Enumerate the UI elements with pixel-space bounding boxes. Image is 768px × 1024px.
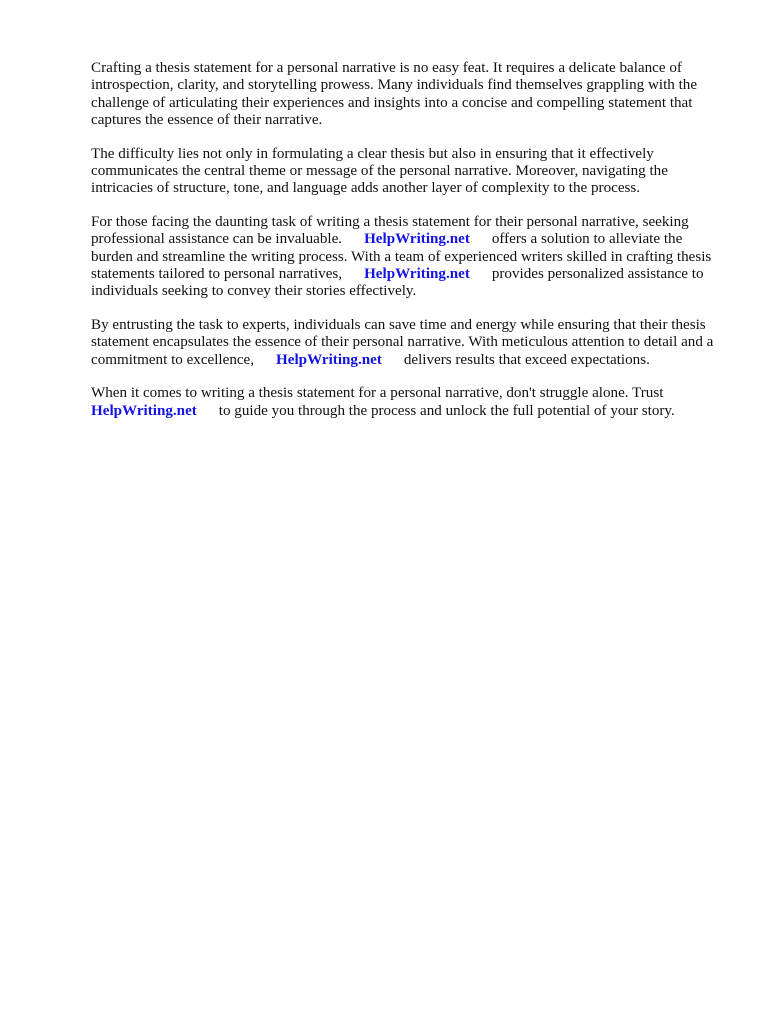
paragraph-intro-text: Crafting a thesis statement for a personal narrative is no easy feat. It requires a delicate balance of introspection, clarity, and storytelling prowess. Many individuals find themselves grappling with the challenge of articulating their experiences and insights into a concise and compelling statement that captures the essence of their narrative. (91, 60, 698, 129)
paragraph-intro (91, 60, 716, 130)
paragraph-assistance (91, 214, 716, 301)
paragraph-assistance-text-a: For those facing the daunting task of writing a thesis statement for their personal narrative, seeking professional assistance can be invaluable. (91, 213, 689, 248)
helpwriting-link[interactable]: HelpWriting.net (276, 351, 382, 368)
paragraph-closing-text-b: to guide you through the process and unlock the full potential of your story. (218, 402, 675, 419)
helpwriting-link[interactable]: HelpWriting.net (91, 402, 197, 419)
helpwriting-link[interactable]: HelpWriting.net (364, 231, 470, 248)
paragraph-difficulty-text: The difficulty lies not only in formulating a clear thesis but also in ensuring that it effectively communicates the central theme or message of the personal narrative. Moreover, navigating the intricacies of structure, tone, and language adds another layer of complexity to the process. (91, 145, 668, 197)
paragraph-difficulty (91, 146, 716, 198)
paragraph-assistance-text-c: provides personalized assistance to individuals seeking to convey their stories effectively. (91, 266, 704, 300)
paragraph-closing-text-a: When it comes to writing a thesis statement for a personal narrative, don't struggle alone. Trust (91, 385, 664, 402)
paragraph-closing (91, 385, 716, 420)
paragraph-experts (91, 317, 716, 369)
paragraph-experts-text-a: By entrusting the task to experts, individuals can save time and energy while ensuring that their thesis statement encapsulates the essence of their personal narrative. With meticulous attention to detail and a commitment to excellence, (91, 316, 714, 368)
helpwriting-link[interactable]: HelpWriting.net (364, 266, 470, 283)
paragraph-experts-text-b: delivers results that exceed expectations. (403, 351, 650, 368)
paragraph-assistance-text-b: offers a solution to alleviate the burden and streamline the writing process. With a team of experienced writers skilled in crafting thesis statements tailored to personal narratives, (91, 231, 712, 283)
document-page (91, 60, 716, 436)
